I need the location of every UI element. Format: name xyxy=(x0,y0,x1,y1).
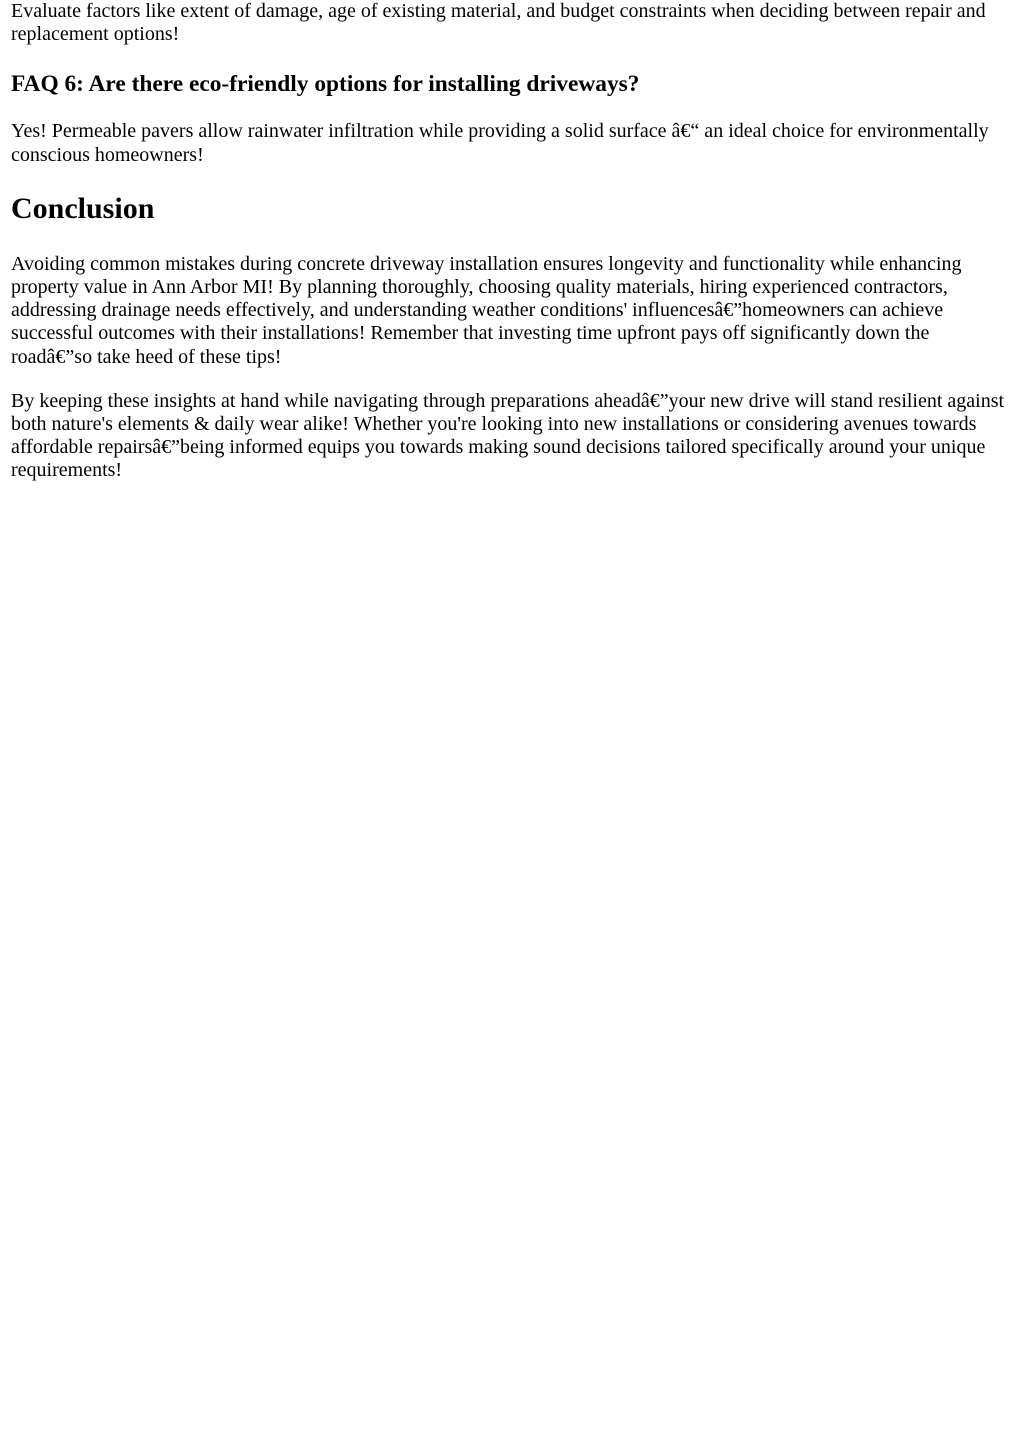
faq-6-answer-paragraph: Yes! Permeable pavers allow rainwater infiltration while providing a solid surface â€“ an ideal choice for environmentally conscious homeowners! xyxy=(11,120,989,166)
article-body xyxy=(0,0,1024,483)
intro-paragraph: Evaluate factors like extent of damage, age of existing material, and budget constraints when deciding between repair and replacement options! xyxy=(11,0,986,46)
conclusion-heading: Conclusion xyxy=(11,191,155,225)
faq-6-question-heading: FAQ 6: Are there eco-friendly options for installing driveways? xyxy=(11,71,640,98)
conclusion-paragraph-1: Avoiding common mistakes during concrete driveway installation ensures longevity and functionality while enhancing property value in Ann Arbor MI! By planning thoroughly, choosing quality materials, hiring experienced contractors, addressing drainage needs effectively, and understanding weather conditions' influencesâ€”homeowners can achieve successful outcomes with their installations! Remember that investing time upfront pays off significantly down the roadâ€”so take heed of these tips! xyxy=(11,252,962,368)
conclusion-paragraph-2: By keeping these insights at hand while navigating through preparations aheadâ€”your new drive will stand resilient against both nature's elements & daily wear alike! Whether you're looking into new installations or considering avenues towards affordable repairsâ€”being informed equips you towards making sound decisions tailored specifically around your unique requirements! xyxy=(11,389,1005,482)
